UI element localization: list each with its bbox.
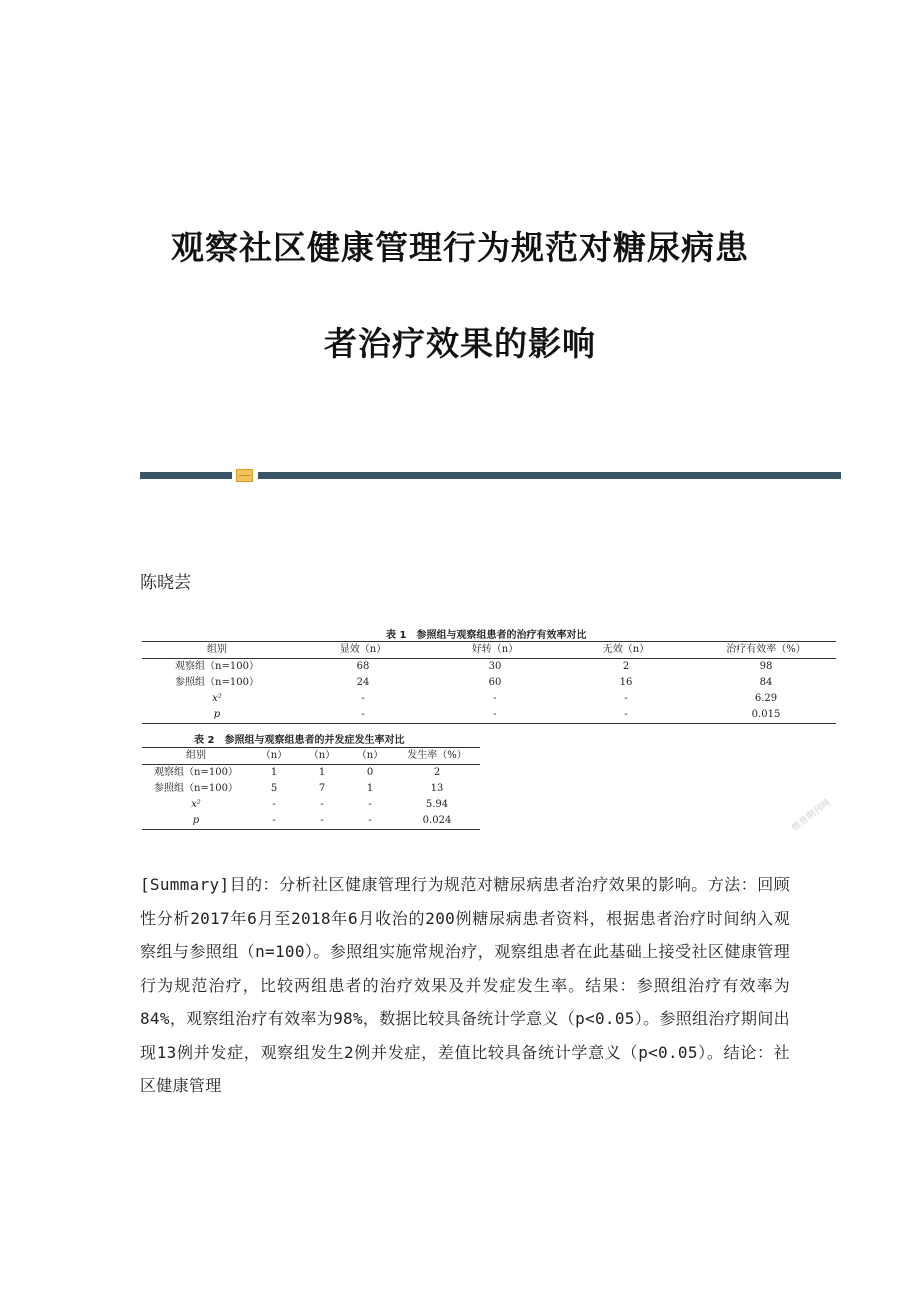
table-cell: 68 [356, 661, 370, 672]
table-cell: x² [212, 693, 222, 704]
table-row [142, 659, 836, 676]
table-cell: 60 [488, 677, 502, 688]
table2-caption: 表 2 参照组与观察组患者的并发症发生率对比 [194, 735, 405, 746]
table1-caption: 表 1 参照组与观察组患者的治疗有效率对比 [386, 630, 587, 641]
table-cell: 参照组（n=100） [175, 677, 259, 688]
table-cell: 84 [759, 677, 773, 688]
table-row [142, 691, 836, 707]
document-title-line-1: 观察社区健康管理行为规范对糖尿病患 [171, 228, 749, 267]
title-divider-left [140, 472, 232, 479]
table-cell: - [320, 799, 324, 810]
table-cell: 16 [619, 677, 633, 688]
table-cell: - [272, 799, 276, 810]
table2 [142, 747, 480, 830]
table2-header: 发生率（%） [394, 748, 480, 765]
table-cell: - [292, 707, 434, 724]
table-cell: 30 [488, 661, 502, 672]
table-cell: - [434, 707, 556, 724]
table2-header: （n） [298, 748, 346, 765]
table-cell: 观察组（n=100） [175, 661, 259, 672]
table-cell: 24 [356, 677, 370, 688]
table-row [142, 781, 480, 797]
table2-header: （n） [250, 748, 298, 765]
table2-header: （n） [346, 748, 394, 765]
table-cell: 5.94 [425, 799, 449, 810]
abstract-paragraph: [Summary]目的：分析社区健康管理行为规范对糖尿病患者治疗效果的影响。方法：回顾性分析2017年6月至2018年6月收治的200例糖尿病患者资料，根据患者治疗时间纳入观察组与参照组（n=100）。参照组实施常规治疗，观察组患者在此基础上接受社区健康管理行为规范治疗，比较两组患者的治疗效果及并发症发生率。结果：参照组治疗有效率为84%，观察组治疗有效率为98%，数据比较具备统计学意义（p<0.05）。参照组治疗期间出现13例并发症，观察组发生2例并发症，差值比较具备统计学意义（p<0.05）。结论：社区健康管理 [140, 875, 790, 1095]
table-cell: x² [191, 799, 201, 810]
table-cell: 5 [270, 783, 278, 794]
envelope-icon [236, 469, 253, 482]
table-cell: - [250, 813, 298, 830]
table-cell: 2 [433, 767, 441, 778]
table-cell: 1 [318, 767, 326, 778]
table2-header-row [142, 748, 480, 765]
table-cell: - [624, 693, 628, 704]
table-cell: 6.29 [754, 693, 778, 704]
table-cell: 7 [318, 783, 326, 794]
table-cell: - [368, 799, 372, 810]
table-cell: p [142, 707, 292, 724]
table1-header: 组别 [142, 642, 292, 659]
table-cell: - [361, 693, 365, 704]
table2-header: 组别 [142, 748, 250, 765]
table-cell: 0.024 [394, 813, 480, 830]
table-cell: 98 [759, 661, 773, 672]
table-cell: 参照组（n=100） [154, 783, 238, 794]
table1-header: 无效（n） [556, 642, 696, 659]
document-title-line-2: 者治疗效果的影响 [324, 324, 596, 363]
table-cell: 1 [270, 767, 278, 778]
table-cell: 观察组（n=100） [154, 767, 238, 778]
table-cell: - [298, 813, 346, 830]
table-row [142, 765, 480, 782]
table1 [142, 641, 836, 724]
table-cell: 2 [622, 661, 630, 672]
table-row [142, 797, 480, 813]
table1-header: 治疗有效率（%） [696, 642, 836, 659]
table-row [142, 675, 836, 691]
title-divider-right [258, 472, 841, 479]
table-cell: 0 [366, 767, 374, 778]
table-cell: - [493, 693, 497, 704]
table-row [142, 813, 480, 830]
table-cell: - [346, 813, 394, 830]
table-cell: 0.015 [696, 707, 836, 724]
watermark-text: 维普期刊网 [790, 797, 833, 834]
table-cell: p [142, 813, 250, 830]
table-cell: - [556, 707, 696, 724]
table1-header: 显效（n） [292, 642, 434, 659]
table1-header-row [142, 642, 836, 659]
table1-header: 好转（n） [434, 642, 556, 659]
author-name: 陈晓芸 [140, 573, 191, 593]
table-cell: 1 [366, 783, 374, 794]
table-cell: 13 [430, 783, 444, 794]
table-row [142, 707, 836, 724]
